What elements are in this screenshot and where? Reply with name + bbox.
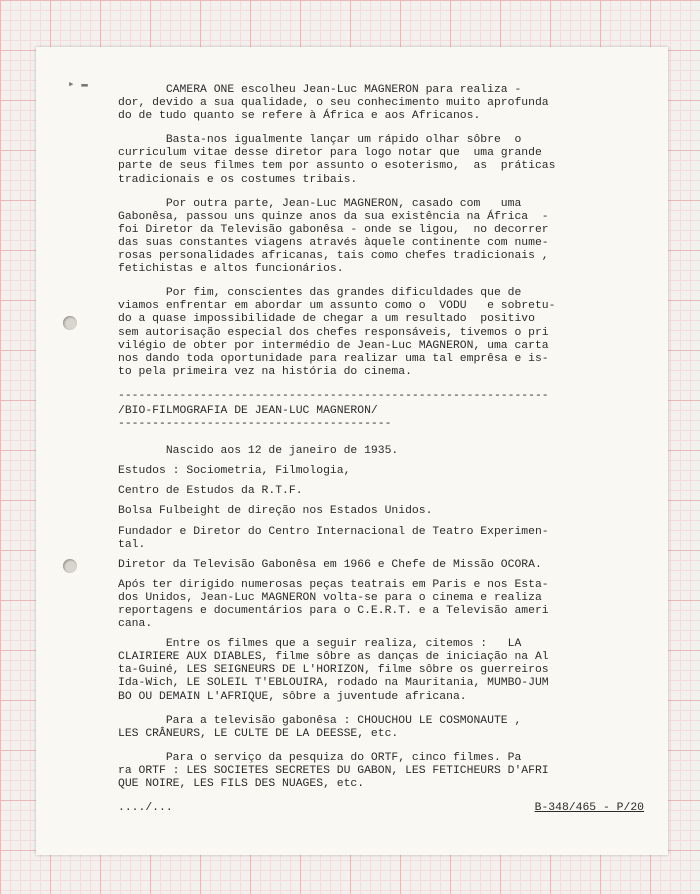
bio-section [118, 445, 618, 631]
text-line: CLAIRIERE AUX DIABLES, filme sôbre as danças de iniciação na Al [118, 651, 549, 664]
text-line: Por outra parte, Jean-Luc MAGNERON, casado com uma [118, 197, 522, 210]
text-line: ra ORTF : LES SOCIETES SECRETES DU GABON, LES FETICHEURS D'AFRI [118, 764, 549, 777]
bio-entry [118, 526, 618, 552]
text-line: das suas constantes viagens através àquele continente com nume- [118, 236, 549, 249]
text-line: Por fim, conscientes das grandes dificuldades que de [118, 287, 522, 300]
text-line: dos Unidos, Jean-Luc MAGNERON volta-se para o cinema e realiza [118, 591, 542, 604]
text-line: nos dando toda oportunidade para realizar uma tal emprêsa e is- [118, 352, 549, 365]
page-footer [118, 802, 644, 816]
text-line: to pela primeira vez na história do cinema. [118, 365, 412, 378]
punch-hole [63, 559, 77, 573]
bio-heading: /BIO-FILMOGRAFIA DE JEAN-LUC MAGNERON/ [118, 404, 378, 417]
bio-entry [118, 485, 618, 498]
text-line: Basta-nos igualmente lançar um rápido olhar sôbre o [118, 134, 522, 147]
filmography-section [118, 638, 618, 791]
bio-entry [118, 579, 618, 631]
paragraph [118, 198, 618, 277]
text-line: LES CRÂNEURS, LE CULTE DE LA DEESSE, etc. [118, 727, 399, 740]
text-line: Entre os filmes que a seguir realiza, citemos : LA [118, 638, 522, 651]
text-line: tal. [118, 538, 146, 551]
paragraph [118, 134, 618, 186]
punch-hole [63, 316, 77, 330]
text-line: Para o serviço da pesquiza do ORTF, cinco filmes. Pa [118, 751, 522, 764]
paragraph [118, 84, 618, 123]
text-line: vilégio de obter por intermédio de Jean-Luc MAGNERON, uma carta [118, 339, 549, 352]
staple-mark: ▸ ▬ [68, 79, 88, 91]
text-line: do de tudo quanto se refere à África e aos Africanos. [118, 110, 481, 123]
typewritten-text [118, 84, 644, 816]
text-line: Gabonêsa, passou uns quinze anos da sua existência na África - [118, 210, 549, 223]
bio-entry [118, 445, 618, 458]
text-line: viamos enfrentar em abordar um assunto como o VODU e sobretu- [118, 300, 556, 313]
paragraph [118, 715, 618, 741]
text-line: Bolsa Fulbeight de direção nos Estados Unidos. [118, 505, 433, 518]
text-line: CAMERA ONE escolheu Jean-Luc MAGNERON para realiza - [118, 84, 522, 96]
text-line: dor, devido a sua qualidade, o seu conhecimento muito aprofunda [118, 97, 549, 110]
text-line: Para a televisão gabonêsa : CHOUCHOU LE COSMONAUTE , [118, 714, 522, 727]
text-line: parte de seus filmes tem por assunto o esoterismo, as práticas [118, 160, 556, 173]
text-line: do a quase impossibilidade de chegar a um resultado positivo [118, 313, 535, 326]
text-line: Estudos : Sociometria, Filmologia, [118, 465, 351, 478]
separator-line: --------------------------------------------------------------- [118, 389, 549, 402]
text-line: Centro de Estudos da R.T.F. [118, 485, 303, 498]
text-line: Fundador e Diretor do Centro Internacional de Teatro Experimen- [118, 525, 549, 538]
document-reference: B-348/465 - P/20 [534, 802, 644, 815]
text-line: Diretor da Televisão Gabonêsa em 1966 e Chefe de Missão OCORA. [118, 558, 542, 571]
continuation-mark: ..../... [118, 802, 173, 815]
text-line: fetichistas e altos funcionários. [118, 263, 344, 276]
text-line: curriculum vitae desse diretor para logo notar que uma grande [118, 147, 542, 160]
text-line: sem autorisação especial dos chefes responsáveis, tivemos o pri [118, 326, 549, 339]
bio-entry [118, 559, 618, 572]
text-line: ta-Guiné, LES SEIGNEURS DE L'HORIZON, filme sôbre os guerreiros [118, 664, 549, 677]
bio-entry [118, 465, 618, 478]
bio-heading-underline: ---------------------------------------- [118, 418, 392, 431]
text-line: Nascido aos 12 de janeiro de 1935. [118, 445, 399, 458]
text-line: Após ter dirigido numerosas peças teatrais em Paris e nos Esta- [118, 578, 549, 591]
text-line: Ida-Wich, LE SOLEIL T'EBLOUIRA, rodado na Mauritania, MUMBO-JUM [118, 677, 549, 690]
text-line: rosas personalidades africanas, tais como chefes tradicionais , [118, 250, 549, 263]
paragraph [118, 752, 618, 791]
paragraph [118, 638, 618, 703]
text-line: tradicionais e os costumes tribais. [118, 173, 358, 186]
text-line: QUE NOIRE, LES FILS DES NUAGES, etc. [118, 778, 365, 791]
text-line: BO OU DEMAIN L'AFRIQUE, sôbre a juventude africana. [118, 690, 467, 703]
intro-section [118, 84, 618, 379]
text-line: cana. [118, 618, 153, 631]
paragraph [118, 287, 618, 379]
text-line: foi Diretor da Televisão gabonêsa - onde se ligou, no decorrer [118, 223, 549, 236]
text-line: reportagens e documentários para o C.E.R.T. e a Televisão ameri [118, 605, 549, 617]
bio-entry [118, 505, 618, 518]
